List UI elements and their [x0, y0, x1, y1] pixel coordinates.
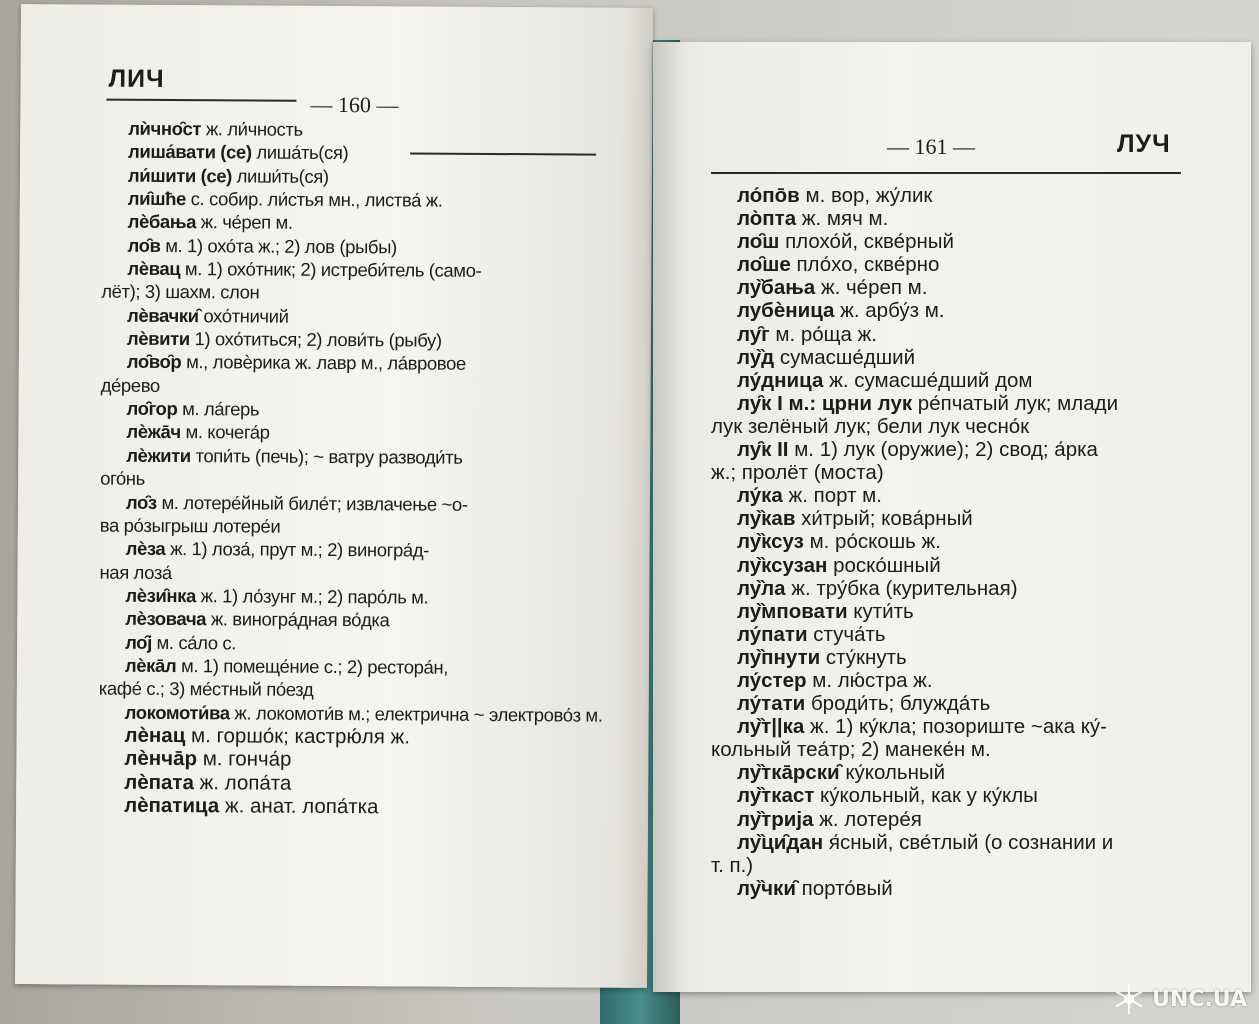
headword: лѐвити [126, 327, 190, 350]
dictionary-entry-line [98, 770, 602, 796]
dictionary-entry-line [711, 715, 1118, 738]
dictionary-entry-line [711, 600, 1118, 623]
definition: м. ро́ща ж. [769, 322, 878, 346]
headword: лу̏кав [737, 507, 796, 531]
definition: ж. локомоти́в м.; електрична ~ электрово́з м. [229, 701, 603, 726]
definition: ва ро́зыгрыш лотере́и [99, 514, 281, 537]
dictionary-entry-line [711, 831, 1118, 854]
dictionary-entry-line [711, 784, 1118, 807]
dictionary-entry-line [98, 794, 602, 820]
headword: локомоти́ва [124, 701, 230, 723]
definition: м. лотере́йный биле́т; извлачење ~о- [156, 491, 468, 515]
dictionary-entry-line [102, 140, 606, 166]
dictionary-entry-line [99, 630, 603, 656]
headword: лу́ка [737, 484, 783, 508]
definition: де́рево [100, 374, 160, 396]
headword: лу̏ци̑дан [737, 830, 824, 854]
dictionary-entry-line [101, 373, 605, 399]
left-page-number: — 160 — [310, 91, 399, 118]
headword: ло̑ш [737, 230, 780, 254]
definition: ре́пчатый лук; млади [912, 391, 1119, 415]
dictionary-entry-line [711, 761, 1118, 784]
dictionary-entry-line [711, 507, 1118, 530]
dictionary-entry-line [711, 230, 1118, 253]
headword: лу̏трија [737, 807, 814, 831]
headword: ло̑з [125, 491, 157, 513]
dictionary-entry-line [99, 560, 603, 586]
dictionary-entry-line [711, 461, 1118, 484]
definition: ж. че́реп м. [196, 211, 293, 234]
dictionary-entry-line [102, 117, 606, 143]
dictionary-entry-line [99, 700, 603, 726]
dictionary-entry-line [711, 207, 1118, 230]
dictionary-entry-line [711, 346, 1118, 369]
dictionary-entry-line [711, 253, 1118, 276]
definition: ж. 1) ку́кла; позориште ~ака ку́- [804, 715, 1108, 739]
dictionary-entry-line [102, 210, 606, 236]
definition: т. п.) [711, 853, 754, 877]
definition: м. са́ло с. [151, 631, 237, 653]
definition: м. 1) охо́тник; 2) истреби́тель (само- [180, 258, 482, 281]
definition: ж. лотере́я [813, 807, 922, 831]
headword: лѐнац [124, 723, 186, 748]
dictionary-entry-line [99, 677, 603, 703]
definition: плохо́й, скве́рный [779, 230, 954, 254]
right-guide-word: ЛУЧ [1117, 130, 1171, 158]
left-guide-word: ЛИЧ [108, 64, 165, 93]
definition: топи́ть (печь); ~ ватру разводи́ть [190, 444, 463, 468]
dictionary-entry-line [711, 299, 1118, 322]
dictionary-entry-line [711, 438, 1118, 461]
dictionary-entry-line [99, 653, 603, 679]
definition: лиша́ть(ся) [251, 141, 349, 164]
definition: ж. че́реп м. [815, 276, 928, 300]
definition: я́сный, све́тлый (о сознании и [823, 830, 1114, 854]
definition: хи́трый; кова́рный [795, 507, 973, 531]
headword: лѐнча̄р [124, 747, 198, 771]
definition: с. собир. ли́стья мн., листва́ ж. [185, 188, 443, 211]
headword: лѐвачки̑ [127, 304, 199, 326]
headword: лу̑к I м.: црни лук [737, 391, 913, 415]
definition: м. ро́скошь ж. [803, 530, 941, 554]
headword: ло̑ј [125, 631, 152, 653]
headword: ло̑в [127, 234, 161, 256]
headword: ло̑во̑р [126, 351, 182, 373]
headword: лѐзи̑нка [125, 584, 197, 607]
definition: охо́тничий [198, 304, 289, 327]
definition: ж. тру́бка (курительная) [785, 576, 1018, 600]
headword: лу̑г [737, 322, 770, 346]
definition: ж. мяч м. [796, 207, 889, 231]
left-entry-list [98, 117, 606, 820]
definition: 1) охо́титься; 2) лови́ть (рыбу) [189, 328, 442, 351]
dictionary-entry-line [100, 420, 604, 446]
definition: стуча́ть [807, 622, 886, 646]
dictionary-entry-line [711, 184, 1118, 207]
headword: лу̏пнути [737, 645, 821, 669]
dictionary-entry-line [100, 537, 604, 563]
headword: лѐвац [127, 257, 181, 280]
headword: лу̏д [737, 345, 775, 369]
headword: лу́дница [737, 368, 824, 392]
definition: ж. сумасше́дший дом [823, 368, 1033, 392]
definition: м. 1) лук (оружие); 2) свод; а́рка [788, 438, 1098, 462]
headword: лиша́вати (се) [128, 141, 252, 163]
dictionary-entry-line [711, 323, 1118, 346]
dictionary-entry-line [101, 327, 605, 353]
dictionary-entry-line [711, 623, 1118, 646]
headword: лу̏ксуз [737, 530, 804, 554]
dictionary-entry-line [100, 467, 604, 493]
dictionary-entry-line [101, 280, 605, 306]
headword: лубѐница [737, 299, 835, 323]
dictionary-entry-line [711, 738, 1118, 761]
headword: ли̑шће [127, 187, 187, 210]
definition: пло́хо, скве́рно [790, 253, 940, 277]
right-page [653, 42, 1251, 992]
definition: м. кочега́р [180, 421, 270, 444]
dictionary-entry-line [711, 415, 1118, 438]
right-entry-list [711, 184, 1118, 900]
definition: ж. арбу́з м. [834, 299, 945, 323]
headword: лѐза [125, 537, 166, 560]
dictionary-entry-line [711, 646, 1118, 669]
headword: лѐпата [124, 770, 194, 794]
dictionary-entry-line [102, 187, 606, 213]
definition: м. гонча́р [196, 747, 292, 772]
definition: порто́вый [795, 876, 893, 900]
headword: лѐжа̄ч [126, 421, 181, 443]
headword: лу́тати [737, 692, 806, 716]
right-header-rule [711, 172, 1181, 174]
headword: лу̏тка̄рски̑ [737, 761, 840, 785]
watermark [1112, 982, 1247, 1016]
definition: ная лоза́ [99, 561, 172, 583]
headword: лу̏ла [737, 576, 786, 600]
definition: м. вор, жу́лик [799, 184, 933, 207]
definition: роско́шный [827, 553, 941, 577]
headword: лу̏т||ка [737, 715, 805, 739]
definition: ж. 1) лоза́, прут м.; 2) виногра́д- [165, 538, 429, 561]
dictionary-entry-line [102, 163, 606, 189]
dictionary-entry-line [100, 443, 604, 469]
dictionary-entry-line [711, 692, 1118, 715]
headword: лу́стер [737, 668, 807, 692]
definition: сту́кнуть [820, 645, 907, 669]
dictionary-entry-line [100, 397, 604, 423]
headword: ло̀пта [737, 207, 797, 231]
headword: лу̏бања [737, 276, 816, 300]
definition: кафе́ с.; 3) ме́стный по́езд [98, 677, 314, 701]
dictionary-entry-line [711, 877, 1118, 900]
definition: ж.; пролёт (моста) [711, 461, 884, 485]
dictionary-entry-line [98, 724, 602, 750]
definition: м., ловѐрика ж. лавр м., ла́вровое [181, 351, 466, 375]
headword: лу̏ксузан [737, 553, 828, 577]
definition: кути́ть [847, 599, 914, 623]
dictionary-entry-line [99, 583, 603, 609]
dictionary-entry-line [711, 530, 1118, 553]
definition: ж. 1) ло́зунг м.; 2) паро́ль м. [195, 585, 429, 608]
dictionary-entry-line [101, 350, 605, 376]
headword: ло̑гор [126, 397, 178, 420]
definition: ж. лопа́та [193, 770, 292, 795]
headword: лу̏мповати [737, 599, 848, 623]
headword: ли́шити (се) [127, 164, 233, 187]
dictionary-entry-line [100, 490, 604, 516]
headword: лѝчно̑ст [128, 117, 202, 140]
definition: лёт); 3) шахм. слон [101, 280, 260, 303]
dictionary-entry-line [711, 808, 1118, 831]
headword: ло́по̄в [737, 184, 800, 207]
definition: м. горшо́к; кастрю́ля ж. [185, 724, 411, 749]
dictionary-entry-line [711, 484, 1118, 507]
dictionary-entry-line [711, 854, 1118, 877]
headword: лу̑к II [737, 438, 789, 462]
headword: лѐжити [126, 444, 191, 466]
headword: лѐзовача [125, 607, 207, 630]
dictionary-entry-line [711, 369, 1118, 392]
watermark-text: UNC.UA [1152, 986, 1247, 1012]
dictionary-entry-line [711, 276, 1118, 299]
definition: м. 1) помеще́ние с.; 2) рестора́н, [176, 654, 449, 678]
snowflake-icon [1112, 982, 1146, 1016]
definition: кольный теа́тр; 2) манеке́н м. [711, 738, 991, 762]
left-header-rule-a [106, 99, 296, 102]
dictionary-entry-line [711, 577, 1118, 600]
dictionary-entry-line [101, 233, 605, 259]
dictionary-entry-line [100, 513, 604, 539]
dictionary-entry-line [101, 257, 605, 283]
definition: м. 1) охо́та ж.; 2) лов (рыбы) [160, 234, 397, 258]
definition: броди́ть; блужда́ть [805, 692, 991, 716]
dictionary-entry-line [101, 303, 605, 329]
definition: лиши́ть(ся) [231, 165, 329, 187]
dictionary-entry-line [711, 392, 1118, 415]
headword: лу́пати [737, 622, 808, 646]
definition: лук зелёный лук; бели лук чесно́к [711, 414, 1030, 438]
headword: ло̑ше [737, 253, 791, 277]
definition: ж. порт м. [782, 484, 882, 508]
definition: ж. анат. лопа́тка [219, 794, 379, 819]
headword: лѐка̄л [124, 654, 177, 676]
definition: ку́кольный, как у ку́клы [814, 784, 1038, 808]
dictionary-entry-line [99, 607, 603, 633]
definition: сумасше́дший [774, 345, 916, 369]
headword: лѐпатица [124, 793, 220, 818]
dictionary-entry-line [711, 669, 1118, 692]
headword: лу̏ткаст [737, 784, 815, 808]
definition: ж. ли́чность [201, 118, 303, 140]
headword: лѐбања [127, 211, 197, 233]
headword: лу̏чки̑ [737, 876, 796, 900]
definition: м. лю́стра ж. [806, 668, 933, 692]
left-page [15, 4, 653, 988]
definition: ку́кольный [839, 761, 946, 785]
dictionary-entry-line [98, 747, 602, 773]
definition: ого́нь [100, 467, 145, 490]
definition: ж. виногра́дная во́дка [206, 608, 390, 631]
definition: м. ла́герь [177, 398, 260, 420]
right-page-number: — 161 — [887, 134, 975, 159]
dictionary-entry-line [711, 554, 1118, 577]
